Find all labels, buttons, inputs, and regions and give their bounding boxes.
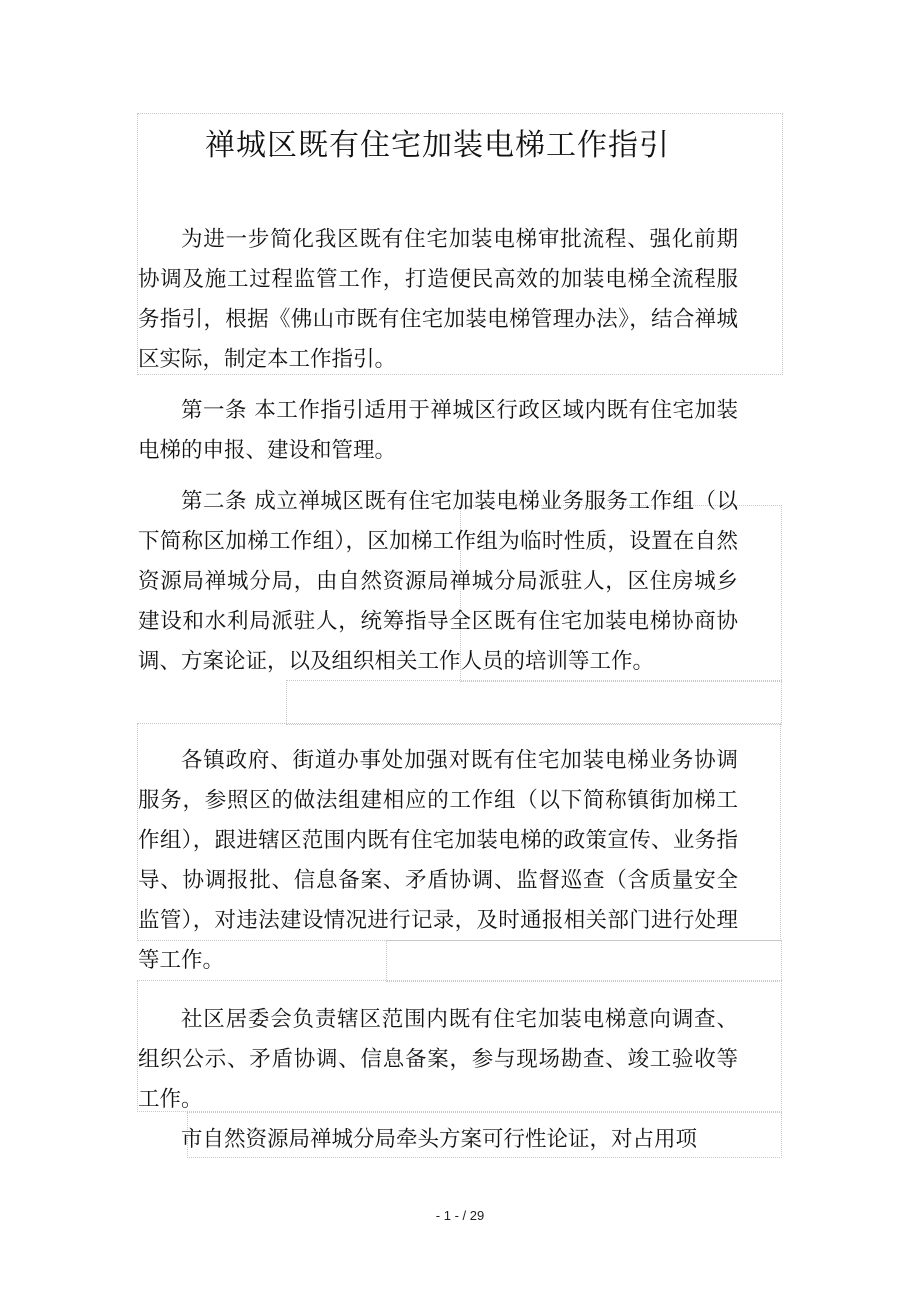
article-2-paragraph: 第二条 成立禅城区既有住宅加装电梯业务服务工作组（以下简称区加梯工作组），区加梯工作组为临时性质，设置在自然资源局禅城分局，由自然资源局禅城分局派驻人，区住房城乡建设和水利局派驻人，统筹指导全区既有住宅加装电梯协商协调、方案论证，以及组织相关工作人员的培训等工作。 [138, 489, 738, 674]
frame-artifact [286, 680, 782, 725]
page-title: 禅城区既有住宅加装电梯工作指引 [205, 128, 670, 163]
natural-resources-paragraph: 市自然资源局禅城分局牵头方案可行性论证，对占用项 [181, 1127, 698, 1152]
town-street-paragraph: 各镇政府、街道办事处加强对既有住宅加装电梯业务协调服务，参照区的做法组建相应的工作组（以下简称镇街加梯工作组），跟进辖区范围内既有住宅加装电梯的政策宣传、业务指导、协调报批、信息备案、矛盾协调、监督巡查（含质量安全监管），对违法建设情况进行记录，及时通报相关部门进行处理等工作。 [138, 748, 738, 973]
intro-paragraph: 为进一步简化我区既有住宅加装电梯审批流程、强化前期协调及施工过程监管工作，打造便民高效的加装电梯全流程服务指引，根据《佛山市既有住宅加装电梯管理办法》，结合禅城区实际，制定本工作指引。 [138, 227, 738, 372]
community-paragraph: 社区居委会负责辖区范围内既有住宅加装电梯意向调查、组织公示、矛盾协调、信息备案，参与现场勘查、竣工验收等工作。 [138, 1007, 738, 1112]
page-number: - 1 - / 29 [435, 1208, 485, 1223]
article-1-paragraph: 第一条 本工作指引适用于禅城区行政区域内既有住宅加装电梯的申报、建设和管理。 [138, 398, 738, 463]
